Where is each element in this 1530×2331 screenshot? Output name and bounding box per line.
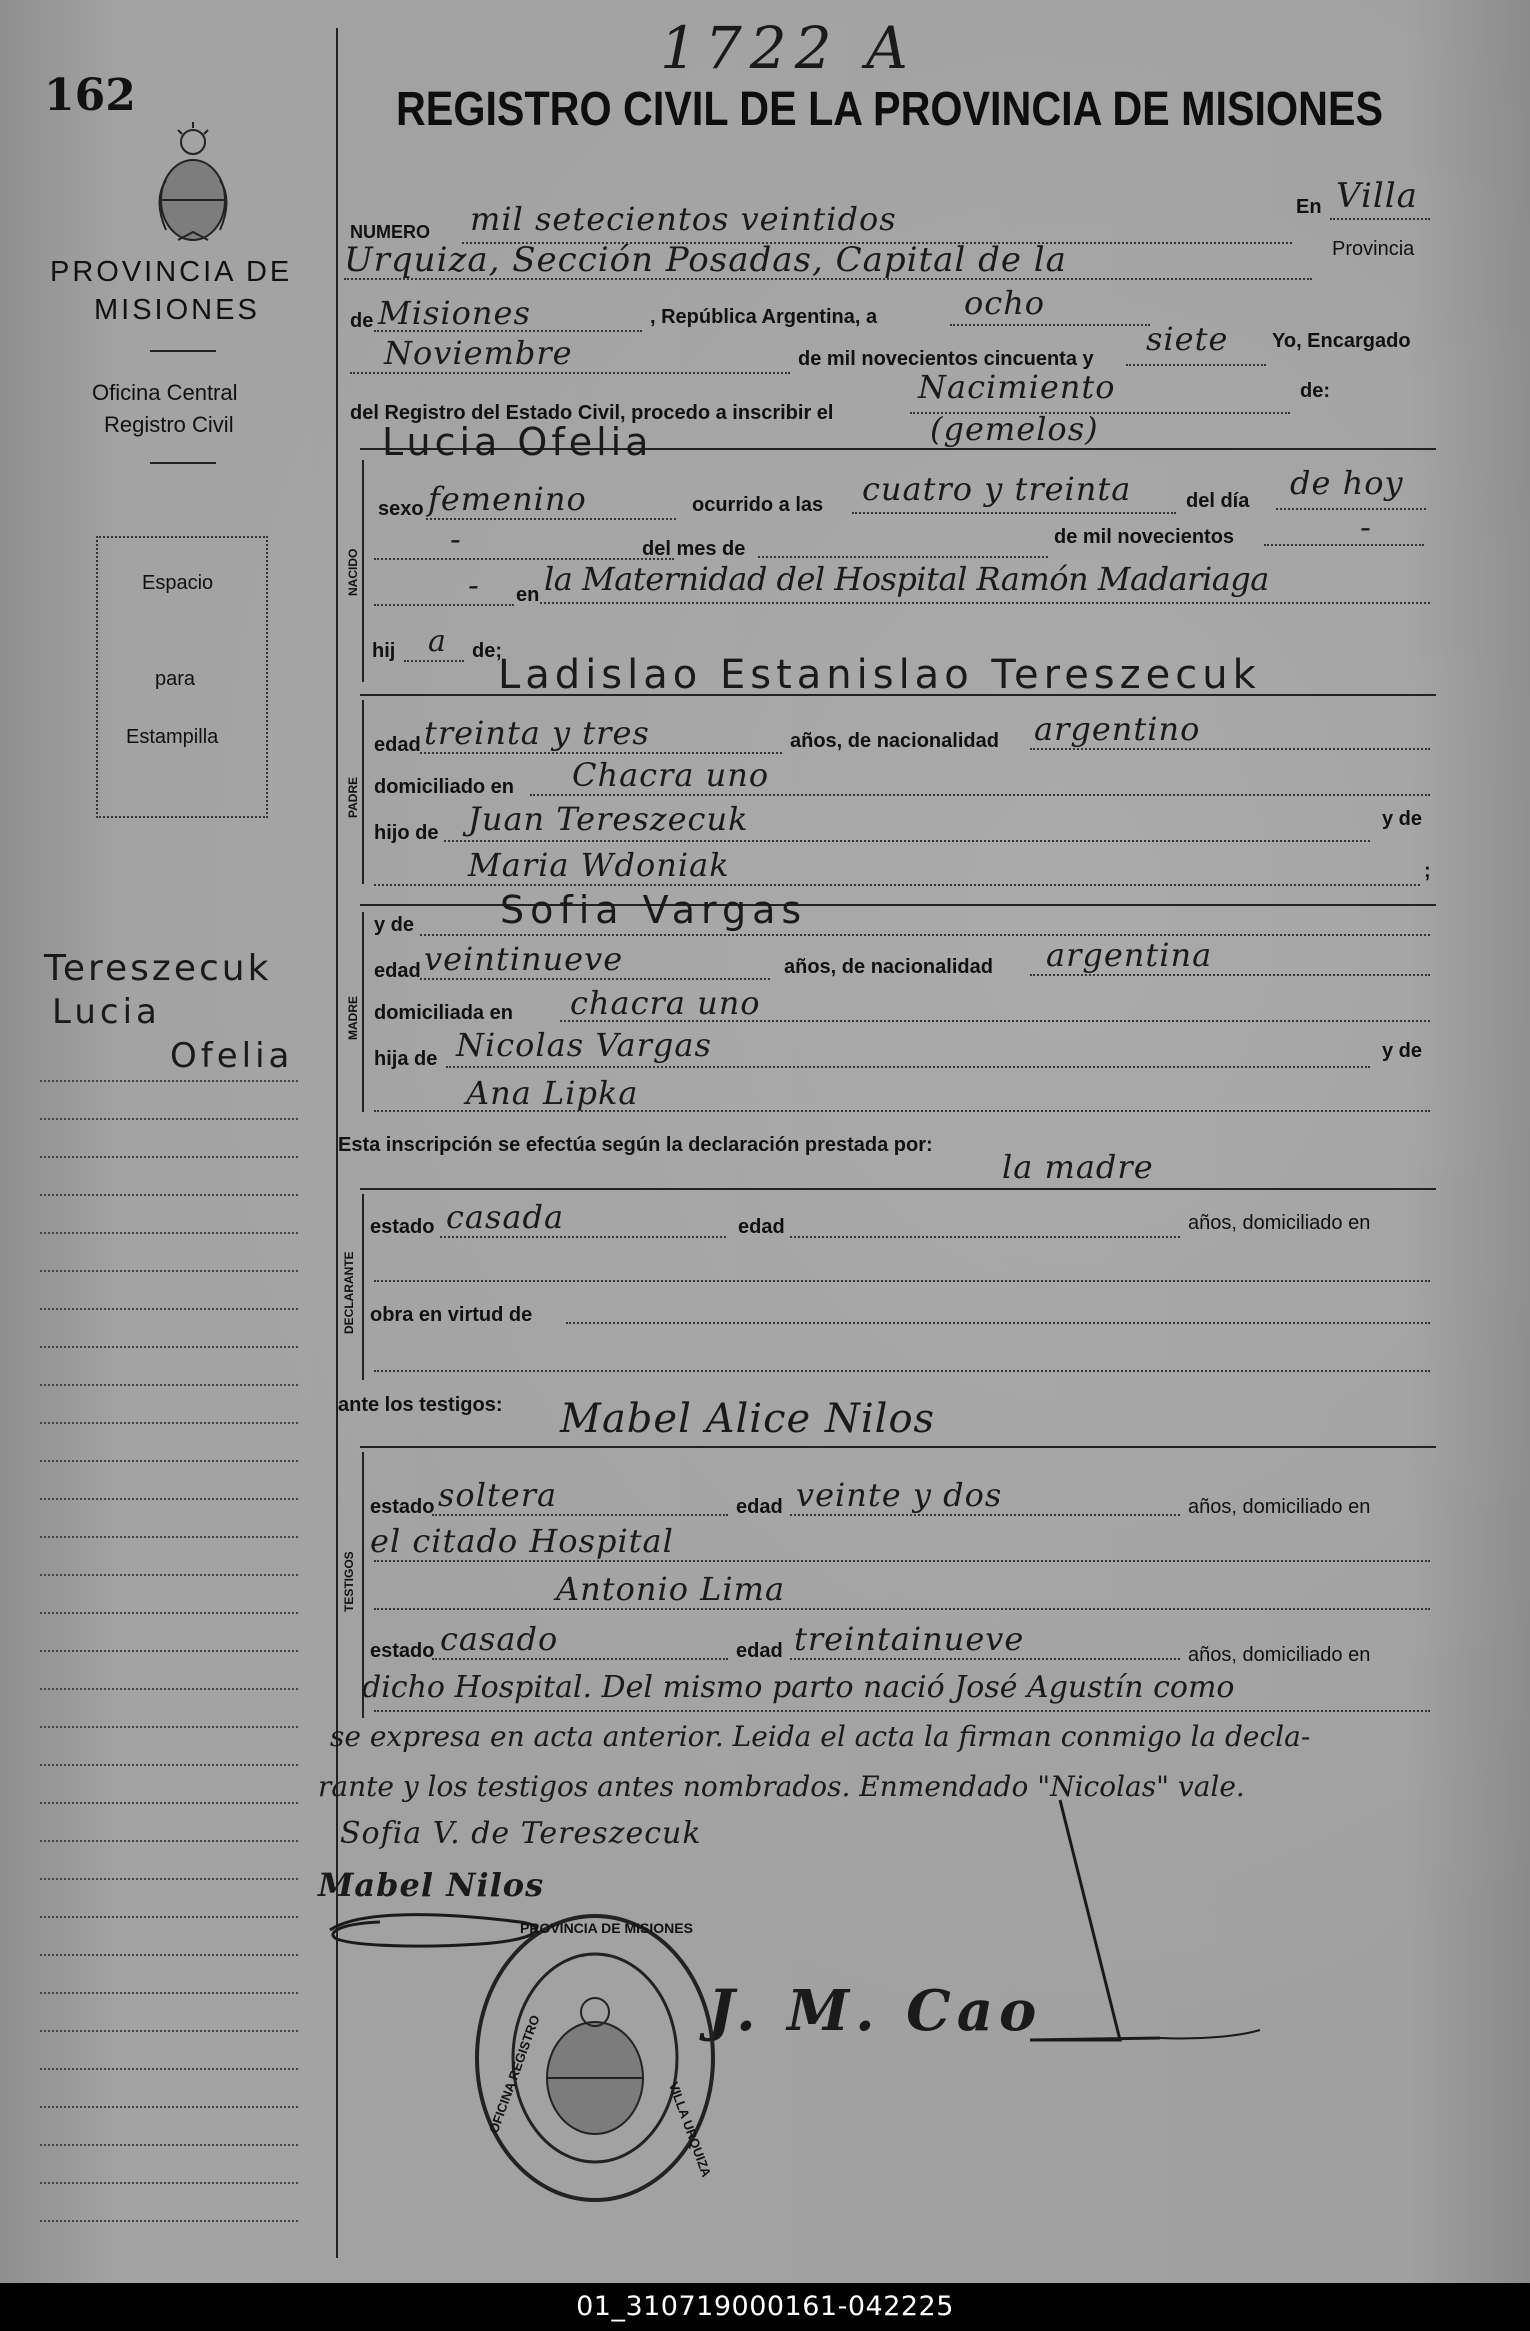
sidebar-office-line2: Registro Civil [104, 412, 234, 437]
margin-line-10 [40, 1422, 298, 1424]
de-provincia-line [374, 330, 642, 332]
seal-right-text: VILLA URQUIZA [665, 2080, 715, 2180]
margin-line-3 [40, 1156, 298, 1158]
field-abuela-pat: Maria Wdoniak [468, 846, 730, 884]
margin-line-22 [40, 1878, 298, 1880]
field-declarante-estado: casada [446, 1198, 565, 1236]
signature-declarante: Sofia V. de Tereszecuk [340, 1816, 702, 1851]
margin-line-5 [40, 1232, 298, 1234]
label-del-dia: del día [1186, 490, 1250, 512]
margin-line-31 [40, 2220, 298, 2222]
label-yo-encargado: Yo, Encargado [1272, 330, 1411, 352]
label-padre-edad: edad [374, 734, 421, 756]
sidebar-province-line2: MISIONES [94, 294, 260, 326]
field-padre-edad: treinta y tres [424, 714, 650, 752]
margin-line-24 [40, 1954, 298, 1956]
field-testigo2-edad: treintainueve [794, 1620, 1025, 1658]
testigo1-edad-line [790, 1514, 1180, 1516]
margin-line-21 [40, 1840, 298, 1842]
field-lugar-pre: - [468, 566, 480, 604]
official-seal-icon [470, 1908, 720, 2208]
padre-top-rule [360, 694, 1436, 696]
field-sexo: femenino [428, 480, 587, 518]
label-en-lugar: en [516, 584, 540, 606]
margin-line-26 [40, 2030, 298, 2032]
label-testigos: ante los testigos: [338, 1394, 503, 1416]
field-ano: siete [1146, 320, 1229, 358]
padre-nac-line [1030, 748, 1430, 750]
margin-line-18 [40, 1726, 298, 1728]
margin-line-11 [40, 1460, 298, 1462]
testigo2-edad-line [790, 1658, 1180, 1660]
obra-line-2 [374, 1370, 1430, 1372]
coat-of-arms-icon [138, 120, 248, 250]
label-madre-nac: años, de nacionalidad [784, 956, 993, 978]
stamp-line3: Estampilla [126, 726, 219, 748]
label-testigo1-edad: edad [736, 1496, 783, 1518]
nacido-bracket [362, 460, 364, 682]
field-padre: Ladislao Estanislao Tereszecuk [498, 652, 1261, 698]
stamp-line2: para [155, 668, 196, 690]
field-lugar: la Maternidad del Hospital Ramón Madariaga [544, 560, 1269, 598]
margin-line-17 [40, 1688, 298, 1690]
label-testigo2-domiciliado: años, domiciliado en [1188, 1644, 1371, 1666]
abuelo-mat-line [446, 1066, 1370, 1068]
label-numero: NUMERO [350, 222, 430, 242]
field-hora: cuatro y treinta [862, 470, 1132, 508]
sidebar-office-line1: Oficina Central [92, 380, 238, 405]
field-en: Villa [1336, 176, 1418, 216]
field-testigo1-edad: veinte y dos [796, 1476, 1003, 1514]
margin-line-4 [40, 1194, 298, 1196]
record-number: 1722 A [660, 14, 916, 82]
margin-line-27 [40, 2068, 298, 2070]
margin-line-20 [40, 1802, 298, 1804]
label-ocurrido: ocurrido a las [692, 494, 824, 516]
dia-line [950, 324, 1150, 326]
field-ano-nac: - [1360, 508, 1372, 546]
margin-line-19 [40, 1764, 298, 1766]
abuela-mat-line [374, 1110, 1430, 1112]
declarante-estado-line [440, 1236, 726, 1238]
margin-line-29 [40, 2144, 298, 2146]
mes-line [350, 372, 790, 374]
margin-line-9 [40, 1384, 298, 1386]
label-declarante-domiciliado: años, domiciliado en [1188, 1212, 1371, 1234]
field-testigo1-estado: soltera [438, 1476, 558, 1514]
label-madre-edad: edad [374, 960, 421, 982]
label-padre-domicilio: domiciliado en [374, 776, 515, 798]
field-abuela-mat: Ana Lipka [466, 1074, 639, 1112]
margin-line-7 [40, 1308, 298, 1310]
en-line [1330, 218, 1430, 220]
field-testigo1-dom1: el citado Hospital [370, 1522, 674, 1560]
field-testigo2: Antonio Lima [556, 1570, 786, 1608]
lugar-line [540, 602, 1430, 604]
madre-edad-line [420, 978, 770, 980]
field-mes: Noviembre [384, 334, 573, 372]
label-padre-hijo-de: hijo de [374, 822, 439, 844]
field-madre-edad: veintinueve [424, 940, 624, 978]
label-semicolon: ; [1424, 860, 1431, 882]
signature-encargado-stroke [1010, 1790, 1270, 2070]
margin-line-12 [40, 1498, 298, 1500]
note-line-2: se expresa en acta anterior. Leida el acta la firman conmigo la decla- [330, 1720, 1311, 1753]
hij-line [404, 660, 464, 662]
stamp-line1: Espacio [142, 572, 214, 594]
margin-line-23 [40, 1916, 298, 1918]
padre-edad-line [420, 752, 782, 754]
label-hij: hij [372, 640, 396, 662]
page-number: 162 [44, 70, 136, 121]
testigo2-estado-line [432, 1658, 728, 1660]
field-declarante: la madre [1002, 1148, 1154, 1186]
label-padre-y-de: y de [1382, 808, 1423, 830]
side-label-padre: PADRE [346, 776, 360, 818]
padre-bracket [362, 700, 364, 884]
signature-encargado: J. M. Cao [708, 1978, 1043, 2044]
label-de-prov: de [350, 310, 374, 332]
side-label-madre: MADRE [346, 996, 360, 1040]
hora-line [852, 512, 1176, 514]
margin-line-8 [40, 1346, 298, 1348]
sidebar-divider [150, 350, 216, 352]
field-de-provincia: Misiones [378, 294, 531, 332]
field-dia: ocho [964, 284, 1046, 322]
label-testigo2-edad: edad [736, 1640, 783, 1662]
margin-line-14 [40, 1574, 298, 1576]
label-testigo1-domiciliado: años, domiciliado en [1188, 1496, 1371, 1518]
madre-nac-line [1030, 974, 1430, 976]
sidebar-province-line1: PROVINCIA DE [50, 256, 293, 288]
lugar-pre-line [374, 604, 514, 606]
padre-domicilio-line [530, 794, 1430, 796]
field-dia-nac: de hoy [1290, 464, 1404, 502]
label-madre-y-de-2: y de [1382, 1040, 1423, 1062]
field-madre: Sofia Vargas [500, 888, 808, 932]
field-abuelo-pat: Juan Tereszecuk [468, 800, 749, 838]
label-de-mil-cincuenta: de mil novecientos cincuenta y [798, 348, 1094, 370]
obra-line [566, 1322, 1430, 1324]
sexo-line [426, 518, 676, 520]
declarante-top-rule [360, 1188, 1436, 1190]
margin-line-16 [40, 1650, 298, 1652]
margin-line-15 [40, 1612, 298, 1614]
field-acto: Nacimiento [918, 368, 1116, 406]
side-label-declarante: DECLARANTE [342, 1251, 356, 1334]
signature-testigo: Mabel Nilos [318, 1866, 545, 1904]
label-de-semi: de; [472, 640, 502, 662]
label-de-mil-nov: de mil novecientos [1054, 526, 1235, 548]
label-madre-domicilio: domiciliada en [374, 1002, 513, 1024]
testigo1-dom1-line [374, 1560, 1430, 1562]
field-testigo1: Mabel Alice Nilos [560, 1396, 936, 1442]
testigo2-line [374, 1608, 1430, 1610]
margin-line-30 [40, 2182, 298, 2184]
declarante-dom-line [374, 1280, 1430, 1282]
label-declaracion: Esta inscripción se efectúa según la declaración prestada por: [338, 1134, 933, 1156]
seal-left-text: OFICINA REGISTRO [486, 2013, 543, 2136]
label-de-colon: de: [1300, 380, 1330, 402]
label-testigo2-estado: estado [370, 1640, 435, 1662]
mes-nac-line [758, 556, 1048, 558]
madre-line [420, 934, 1430, 936]
field-gemelos: (gemelos) [930, 410, 1099, 448]
field-padre-domicilio: Chacra uno [572, 756, 770, 794]
field-madre-domicilio: chacra uno [570, 984, 761, 1022]
dia-nac-line [1276, 508, 1426, 510]
label-declarante-edad: edad [738, 1216, 785, 1238]
label-madre-y-de: y de [374, 914, 415, 936]
margin-line-6 [40, 1270, 298, 1272]
margin-line-28 [40, 2106, 298, 2108]
ano-nac-line [1264, 544, 1424, 546]
ano-line [1126, 364, 1266, 366]
margin-surname: Tereszecuk [44, 948, 272, 989]
location-line [344, 278, 1312, 280]
side-label-nacido: NACIDO [346, 548, 360, 596]
margin-line-25 [40, 1992, 298, 1994]
field-mes-nac: - [450, 520, 462, 558]
label-del-mes: del mes de [642, 538, 746, 560]
label-sexo: sexo [378, 498, 424, 520]
margin-line-2 [40, 1118, 298, 1120]
field-padre-nac: argentino [1034, 710, 1201, 748]
margin-line-13 [40, 1536, 298, 1538]
document-id-footer: 01_310719000161-042225 [0, 2283, 1530, 2331]
label-testigo1-estado: estado [370, 1496, 435, 1518]
testigo1-estado-line [432, 1514, 728, 1516]
seal-top-text: PROVINCIA DE MISIONES [520, 1920, 693, 1936]
field-testigo2-dom: dicho Hospital. Del mismo parto nació José Agustín como [362, 1670, 1235, 1705]
margin-name2: Ofelia [170, 1036, 294, 1076]
margin-line-1 [40, 1080, 298, 1082]
label-del-registro: del Registro del Estado Civil, procedo a inscribir el [350, 402, 834, 424]
sidebar-divider-2 [150, 462, 216, 464]
field-abuelo-mat: Nicolas Vargas [456, 1026, 712, 1064]
label-padre-nac: años, de nacionalidad [790, 730, 999, 752]
note-line-3: rante y los testigos antes nombrados. Enmendado "Nicolas" vale. [318, 1770, 1245, 1803]
abuela-pat-line [374, 884, 1420, 886]
madre-bracket [362, 912, 364, 1112]
field-numero: mil setecientos veintidos [470, 200, 897, 238]
testigo2-dom-line [374, 1710, 1430, 1712]
margin-name1: Lucia [52, 992, 161, 1032]
label-obra: obra en virtud de [370, 1304, 533, 1326]
field-testigo2-estado: casado [440, 1620, 559, 1658]
label-en: En [1296, 196, 1322, 218]
field-location-line: Urquiza, Sección Posadas, Capital de la [344, 240, 1067, 280]
declarante-edad-line [790, 1236, 1180, 1238]
header-title: REGISTRO CIVIL DE LA PROVINCIA DE MISIONES [396, 83, 1384, 136]
field-nombre: Lucia Ofelia [382, 420, 653, 464]
label-declarante-estado: estado [370, 1216, 435, 1238]
abuelo-pat-line [444, 840, 1370, 842]
testigos-top-rule [360, 1446, 1436, 1448]
field-madre-nac: argentina [1046, 936, 1213, 974]
madre-domicilio-line [560, 1020, 1430, 1022]
declarante-bracket [362, 1194, 364, 1380]
label-republica: , República Argentina, a [650, 306, 878, 328]
side-label-testigos: TESTIGOS [342, 1551, 356, 1612]
field-hij-suffix: a [428, 624, 447, 659]
label-provincia: Provincia [1332, 238, 1415, 260]
label-madre-hija-de: hija de [374, 1048, 438, 1070]
